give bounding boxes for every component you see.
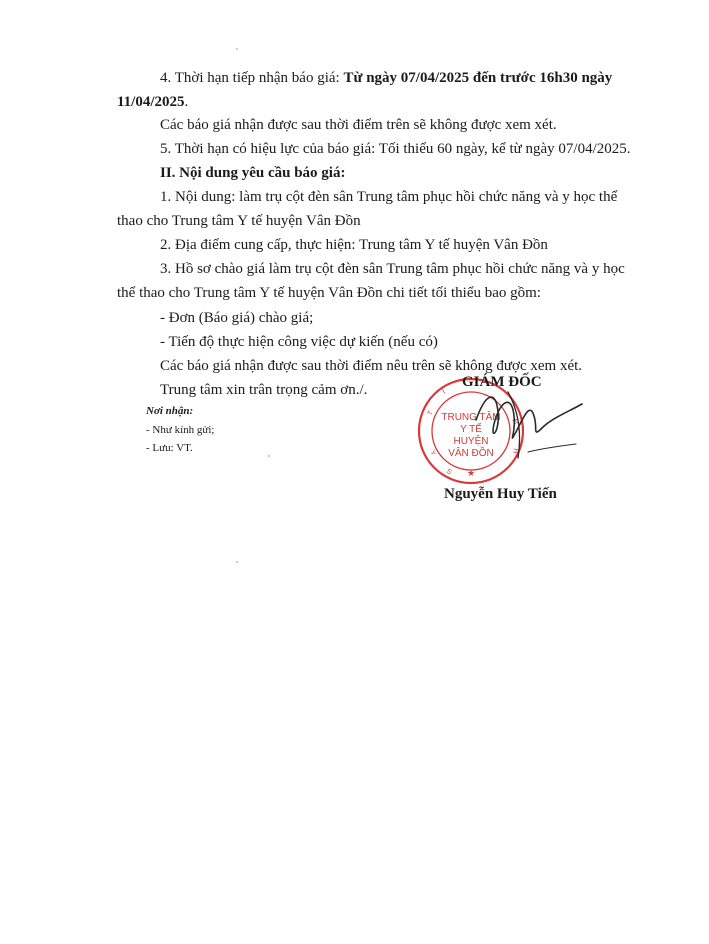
item4-period: . bbox=[184, 94, 189, 110]
signer-name: Nguyễn Huy Tiến bbox=[444, 486, 557, 502]
handwritten-signature bbox=[468, 372, 588, 472]
scan-speck bbox=[268, 455, 270, 457]
svg-text:Ỉ: Ỉ bbox=[441, 388, 447, 396]
seal-text: VÂN ĐỒN bbox=[448, 448, 494, 459]
scan-speck bbox=[236, 48, 238, 50]
svg-text:N: N bbox=[510, 418, 519, 426]
req3-line2: thể thao cho Trung tâm Y tế huyện Vân Đồn chi tiết tối thiểu bao gồm: bbox=[117, 285, 541, 301]
svg-text:S: S bbox=[444, 467, 453, 477]
late-note-2: Các báo giá nhận được sau thời điểm nêu trên sẽ không được xem xét. bbox=[160, 358, 583, 374]
req3-line1: 3. Hồ sơ chào giá làm trụ cột đèn sân Trung tâm phục hồi chức năng và y học bbox=[160, 261, 625, 277]
req1-line1: 1. Nội dung: làm trụ cột đèn sân Trung tâm phục hồi chức năng và y học thể bbox=[160, 189, 618, 205]
scan-speck bbox=[236, 561, 238, 563]
seal-text: Y TẾ bbox=[460, 424, 482, 435]
recipient-item: - Như kính gửi; bbox=[146, 424, 215, 436]
item4-line2 bbox=[117, 93, 188, 111]
svg-text:H: H bbox=[511, 447, 519, 454]
recipients-heading: Nơi nhận: bbox=[146, 405, 194, 417]
item4-deadline: Từ ngày 07/04/2025 đến trước 16h30 ngày bbox=[343, 70, 613, 86]
item4-prefix: 4. Thời hạn tiếp nhận báo giá: bbox=[160, 70, 344, 86]
svg-text:T: T bbox=[426, 409, 435, 417]
item5: 5. Thời hạn có hiệu lực của báo giá: Tối thiểu 60 ngày, kể từ ngày 07/04/2025. bbox=[160, 141, 631, 157]
svg-text:Y: Y bbox=[428, 449, 437, 458]
section2-heading: II. Nội dung yêu cầu báo giá: bbox=[160, 165, 346, 181]
req1-line2: thao cho Trung tâm Y tế huyện Vân Đồn bbox=[117, 213, 361, 229]
req2: 2. Địa điểm cung cấp, thực hiện: Trung tâm Y tế huyện Vân Đồn bbox=[160, 237, 548, 253]
seal-text: HUYỆN bbox=[453, 436, 489, 447]
bullet1: - Đơn (Báo giá) chào giá; bbox=[160, 310, 314, 326]
late-note: Các báo giá nhận được sau thời điểm trên sẽ không được xem xét. bbox=[160, 117, 557, 133]
item4-deadline-date: 11/04/2025 bbox=[117, 94, 185, 110]
director-title: GIÁM ĐỐC bbox=[462, 374, 542, 390]
recipient-item: - Lưu: VT. bbox=[146, 442, 193, 454]
thanks-line: Trung tâm xin trân trọng cảm ơn./. bbox=[160, 382, 368, 398]
seal-text: TRUNG TÂM bbox=[441, 412, 501, 423]
bullet2: - Tiến độ thực hiện công việc dự kiến (nếu có) bbox=[160, 334, 438, 350]
seal-star-icon: ★ bbox=[466, 468, 476, 478]
item4-line1 bbox=[160, 69, 613, 87]
